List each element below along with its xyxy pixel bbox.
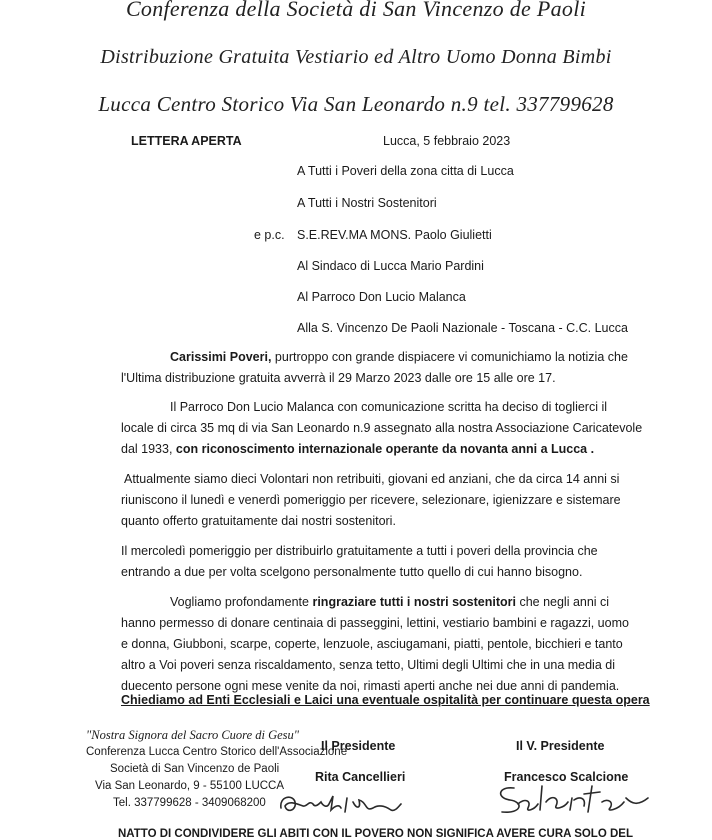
recipient-line: A Tutti i Nostri Sostenitori [297, 196, 437, 210]
stamp-line: Conferenza Lucca Centro Storico dell'Associazione [86, 746, 348, 758]
paragraph-5-line-3: e donna, Giubboni, scarpe, coperte, lenzuole, asciugamani, piatti, pentole, bicchieri e tanto [121, 637, 623, 651]
paragraph-2-line-2: locale di circa 35 mq di via San Leonardo n.9 assegnato alla nostra Associazione Caricatevole [121, 421, 643, 435]
cc-recipient-line: Al Sindaco di Lucca Mario Pardini [297, 259, 484, 273]
cc-recipient-line: Al Parroco Don Lucio Malanca [297, 290, 466, 304]
vice-president-signature [488, 780, 658, 820]
recognition-text: con riconoscimento internazionale operante da novanta anni a Lucca . [175, 442, 595, 456]
greeting: Carissimi Poveri, [170, 350, 272, 364]
place-date: Lucca, 5 febbraio 2023 [383, 134, 511, 148]
paragraph-4-line-1: Il mercoledì pomeriggio per distribuirlo gratuitamente a tutti i poveri della provincia che [121, 544, 598, 558]
vice-president-title: Il V. Presidente [516, 739, 605, 753]
paragraph-5-line-5: duecento persone ogni mese venite da noi, rimasti aperti anche nei due anni di pandemia. [121, 679, 620, 693]
appeal-text: Chiediamo ad Enti Ecclesiali e Laici una eventuale ospitalità per continuare questa opera [121, 693, 650, 707]
paragraph-1-line-2: l'Ultima distribuzione gratuita avverrà il 29 Marzo 2023 dalle ore 15 alle ore 17. [121, 371, 556, 385]
paragraph-3-line-1: Attualmente siamo dieci Volontari non retribuiti, giovani ed anziani, che da circa 14 anni si [124, 472, 620, 486]
paragraph-2-line-3: dal 1933, con riconoscimento internazionale operante da novanta anni a Lucca . [121, 442, 595, 456]
president-title: Il Presidente [321, 739, 396, 753]
stamp-line: Via San Leonardo, 9 - 55100 LUCCA [95, 780, 285, 792]
stamp-line: "Nostra Signora del Sacro Cuore di Gesu" [86, 728, 300, 742]
president-signature [275, 786, 415, 820]
paragraph-1-line-1: Carissimi Poveri, purtroppo con grande dispiacere vi comunichiamo la notizia che [170, 350, 628, 364]
recipient-line: A Tutti i Poveri della zona citta di Lucca [297, 164, 514, 178]
president-name: Rita Cancellieri [315, 770, 406, 784]
paragraph-2-line-1: Il Parroco Don Lucio Malanca con comunicazione scritta ha deciso di toglierci il [170, 400, 608, 414]
vice-president-name: Francesco Scalcione [504, 770, 629, 784]
header-address: Lucca Centro Storico Via San Leonardo n.9 tel. 337799628 [98, 92, 614, 116]
cc-label: e p.c. [254, 228, 285, 242]
cc-recipient-line: S.E.REV.MA MONS. Paolo Giulietti [297, 228, 492, 242]
paragraph-5-line-2: hanno permesso di donare centinaia di passeggini, lettini, vestiario bambini e ragazzi, uomo [121, 616, 629, 630]
header-organization: Conferenza della Società di San Vincenzo de Paoli [125, 0, 587, 21]
paragraph-3-line-2: riuniscono il lunedì e venerdì pomeriggio per ricevere, selezionare, igienizzare e sistemare [121, 493, 621, 507]
header-service: Distribuzione Gratuita Vestiario ed Altro Uomo Donna Bimbi [100, 46, 612, 68]
stamp-line: Società di San Vincenzo de Paoli [110, 763, 280, 775]
stamp-line: Tel. 337799628 - 3409068200 [113, 797, 266, 809]
thanks-text: ringraziare tutti i nostri sostenitori [312, 595, 516, 609]
paragraph-3-line-3: quanto offerto gratuitamente dai nostri sostenitori. [121, 514, 396, 528]
paragraph-5-line-4: altro a Voi poveri senza riscaldamento, senza tetto, Ultimi degli Ultimi che in una media di [121, 658, 615, 672]
paragraph-5-line-1: Vogliamo profondamente ringraziare tutti i nostri sostenitori che negli anni ci [170, 595, 610, 609]
cc-recipient-line: Alla S. Vincenzo De Paoli Nazionale - Toscana - C.C. Lucca [297, 321, 628, 335]
letter-type-label: LETTERA APERTA [131, 134, 242, 148]
paragraph-4-line-2: entrando a due per volta scelgono personalmente tutto quello di cui hanno bisogno. [121, 565, 583, 579]
footer-cut-line: NATTO DI CONDIVIDERE GLI ABITI CON IL POVERO NON SIGNIFICA AVERE CURA SOLO DEL [118, 828, 633, 840]
